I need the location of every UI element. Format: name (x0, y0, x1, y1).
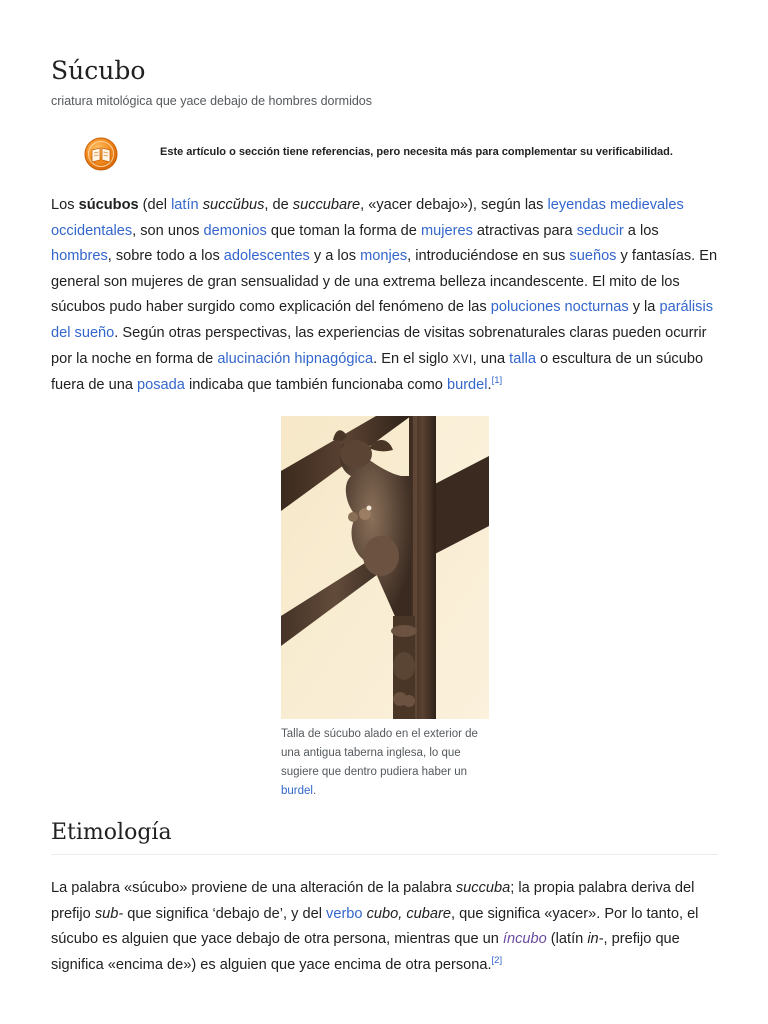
etimologia-paragraph: La palabra «súcubo» proviene de una alteración de la palabra succuba; la propia palabra deriva del prefijo sub- que significa ‘debajo de’, y del verbo cubo, cubare, que significa «yacer». Por lo tanto, el súcubo es alguien que yace debajo de otra persona, mientras que un íncubo (latín in-, prefijo que significa «encima de») es alguien que yace encima de otra persona.[2] (51, 880, 699, 973)
link-adolescentes[interactable]: adolescentes (223, 248, 310, 265)
term-sucubos: súcubos (78, 197, 139, 213)
page-title: Súcubo (51, 56, 146, 85)
link-talla[interactable]: talla (509, 350, 536, 367)
figure-succubus-carving (281, 416, 489, 801)
link-paralisis-del-sueno[interactable]: parálisis del sueño (51, 299, 713, 341)
link-leyendas-medievales[interactable]: leyendas medievales occidentales (51, 197, 684, 239)
notice-text: Este artículo o sección tiene referencias, pero necesita más para complementar su verificabilidad. (160, 146, 673, 158)
book-badge-icon (83, 134, 119, 174)
intro-paragraph: Los súcubos (del latín succŭbus, de succubare, «yacer debajo»), según las leyendas medievales occidentales, son unos demonios que toman la forma de mujeres atractivas para seducir a los hombres, sobre todo a los adolescentes y a los monjes, introduciéndose en sus sueños y fantasías. En general son mujeres de gran sensualidad y de una extrema belleza incandescente. El mito de los súcubos pudo haber surgido como explicación del fenómeno de las poluciones nocturnas y la parálisis del sueño. Según otras perspectivas, las experiencias de visitas sobrenaturales claras pueden ocurrir por la noche en forma de alucinación hipnagógica. En el siglo XVI, una talla o escultura de un súcubo fuera de una posada indicaba que también funcionaba como burdel.[1] (51, 197, 718, 394)
link-incubo[interactable]: íncubo (502, 931, 547, 948)
link-verbo[interactable]: verbo (326, 905, 363, 922)
link-latin[interactable]: latín (171, 197, 199, 213)
link-posada[interactable]: posada (137, 377, 185, 394)
link-burdel[interactable]: burdel (446, 377, 488, 394)
link-suenos[interactable]: sueños (569, 248, 617, 265)
caption-link-burdel[interactable]: burdel (281, 785, 313, 797)
figure-caption: Talla de súcubo alado en el exterior de una antigua taberna inglesa, lo que sugiere que dentro pudiera haber un burdel. (281, 728, 478, 797)
reference-2[interactable]: [2] (491, 954, 503, 966)
section-heading-etimologia: Etimología (51, 820, 718, 855)
link-alucinacion-hipnagogica[interactable]: alucinación hipnagógica (217, 350, 374, 367)
link-hombres[interactable]: hombres (51, 248, 108, 265)
link-monjes[interactable]: monjes (360, 248, 408, 265)
references-notice (83, 134, 723, 174)
link-seducir[interactable]: seducir (576, 222, 624, 239)
link-demonios[interactable]: demonios (203, 222, 267, 239)
page-subtitle: criatura mitológica que yace debajo de hombres dormidos (51, 94, 373, 108)
link-poluciones-nocturnas[interactable]: poluciones nocturnas (490, 299, 629, 316)
reference-1[interactable]: [1] (491, 375, 503, 387)
succubus-carving-photo[interactable] (281, 416, 489, 719)
link-mujeres[interactable]: mujeres (420, 222, 473, 239)
